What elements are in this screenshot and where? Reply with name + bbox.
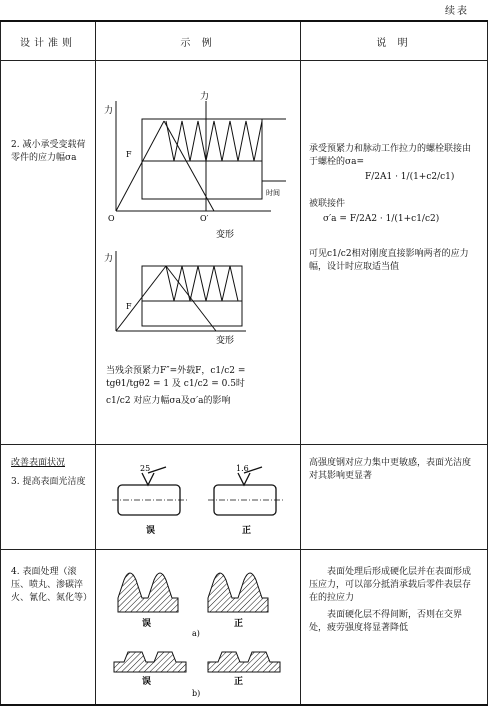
row4-label-wrong-a: 误 [142, 619, 152, 629]
row4-rule [1, 550, 96, 706]
fig2-x-label: 变形 [216, 336, 235, 346]
row2-example [96, 61, 301, 445]
row2-note2: c1/c2 对应力幅σa及σ′a的影响 [106, 396, 231, 406]
row4-explain [301, 550, 488, 706]
force-deformation-diagram-2 [116, 251, 246, 331]
spline-wrong [114, 652, 186, 672]
row4-num: 4. [11, 567, 20, 577]
row2-figures [96, 61, 301, 361]
row3-heading: 改善表面状况 [11, 458, 66, 468]
row3-num: 3. [11, 477, 20, 487]
row2-rule-text: 减小承受变载荷零件的应力幅σa [11, 140, 86, 163]
fig1-y2-label: 力 [200, 92, 210, 102]
row4-expl1: 表面处理后形成硬化层并在表面形成压应力，可以部分抵消承载后零件表层存在的拉应力 [309, 567, 472, 603]
row4-label-right-b: 正 [234, 677, 244, 687]
fig2-f-label: F [126, 302, 132, 311]
row2-expl2: 被联接件 [309, 199, 346, 209]
row4-example [96, 550, 301, 706]
row3-symbol-left: 25 [140, 464, 151, 473]
fig1-origin2: O′ [200, 214, 209, 223]
row4-label-wrong-b: 误 [142, 677, 152, 687]
design-table [0, 20, 488, 706]
row3-rule-text: 提高表面光洁度 [22, 477, 86, 487]
row2-note: 当残余预紧力F″=外载F，c1/c2 = tgθ1/tgθ2 = 1 及 c1/c2 = 0.5时 [106, 366, 246, 389]
header-rule: 设计准则 [1, 21, 96, 61]
row2-expl3: 可见c1/c2相对刚度直接影响两者的应力幅，设计时应取适当值 [309, 249, 469, 272]
row3-explain [301, 445, 488, 550]
row3-example [96, 445, 301, 550]
row3-symbol-right: 1.6 [236, 464, 249, 473]
row2-rule [1, 61, 96, 445]
gear-teeth-wrong [118, 573, 178, 612]
row2-expl-formula1: F/2A1 · 1/(1+c2/c1) [365, 172, 455, 182]
row-3 [1, 445, 488, 550]
row3-expl: 高强度钢对应力集中更敏感，表面光洁度对其影响更显著 [309, 458, 472, 481]
fig1-f-label: F [126, 150, 132, 159]
row2-num: 2. [11, 140, 20, 150]
row-4 [1, 550, 488, 706]
row-2 [1, 61, 488, 445]
header-row [1, 21, 488, 61]
fig1-y-label: 力 [104, 106, 114, 116]
row4-label-b: b) [192, 689, 201, 698]
force-deformation-diagram-1 [116, 101, 286, 211]
row2-expl1: 承受预紧力和脉动工作拉力的螺栓联接由于螺栓的σa= [309, 144, 472, 167]
fig1-origin: O [108, 214, 115, 223]
shaft-right [208, 467, 284, 515]
spline-right [208, 652, 280, 672]
row3-label-wrong: 误 [146, 526, 156, 536]
row4-label-right-a: 正 [234, 619, 244, 629]
row3-label-right: 正 [242, 526, 252, 536]
fig1-x-label: 变形 [216, 230, 235, 240]
row2-explain [301, 61, 488, 445]
shaft-wrong [112, 467, 188, 515]
gear-teeth-right [208, 573, 268, 612]
continued-label: 续表 [445, 6, 469, 17]
row2-expl-formula2: σ′a = F/2A2 · 1/(1+c1/c2) [323, 214, 440, 224]
row3-rule [1, 445, 96, 550]
header-example: 示 例 [96, 21, 301, 61]
row4-expl2: 表面硬化层不得间断，否则在交界处，疲劳强度将显著降低 [309, 610, 463, 633]
fig1-time-label: 时间 [266, 189, 280, 197]
header-explain: 说 明 [301, 21, 488, 61]
fig2-y-label: 力 [104, 254, 114, 264]
row4-label-a: a) [192, 629, 200, 638]
row4-rule-text: 表面处理（滚压、喷丸、渗碳淬火、氰化、氮化等） [11, 567, 93, 603]
row4-figures [96, 550, 301, 700]
row3-figures [96, 445, 301, 545]
